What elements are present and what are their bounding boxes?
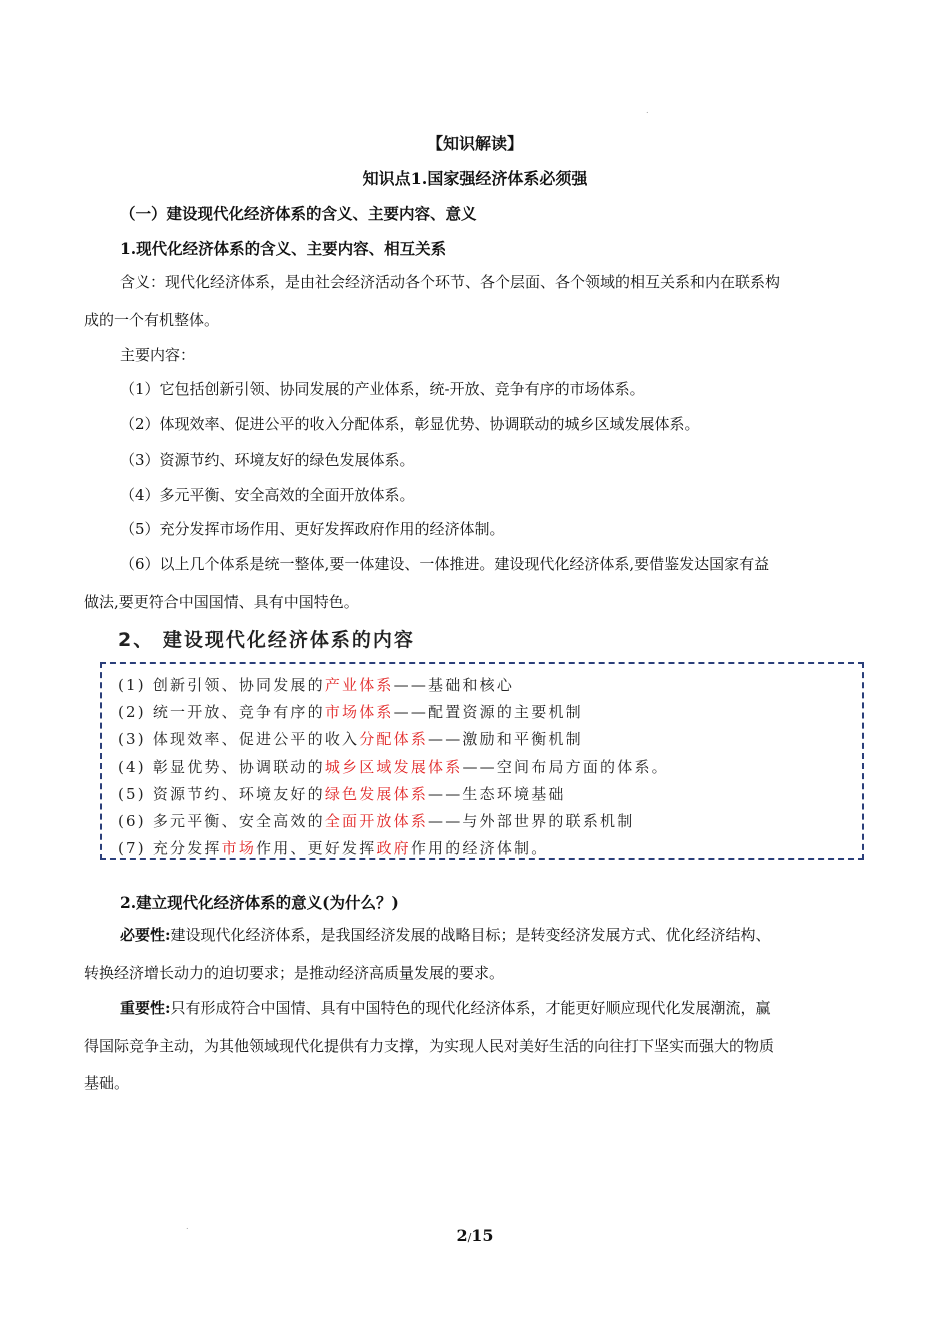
summary-line: (5) 资源节约、环境友好的绿色发展体系——生态环境基础: [118, 785, 566, 803]
importance-paragraph-line-1: 重要性:只有形成符合中国情、具有中国特色的现代化经济体系，才能更好顺应现代化发展潮流，赢: [120, 999, 771, 1017]
sub1-heading: 1.现代化经济体系的含义、主要内容、相互关系: [120, 239, 447, 258]
importance-label: 重要性:: [120, 999, 171, 1017]
list-item: （5）充分发挥市场作用、更好发挥政府作用的经济体制。: [120, 520, 505, 538]
page-current: 2: [456, 1226, 468, 1245]
header-mark: .: [646, 106, 649, 115]
summary-line: (2) 统一开放、竞争有序的市场体系——配置资源的主要机制: [118, 703, 583, 721]
necessity-paragraph-line-2: 转换经济增长动力的迫切要求；是推动经济高质量发展的要求。: [84, 964, 505, 982]
part1-heading: （一）建设现代化经济体系的含义、主要内容、意义: [120, 204, 477, 223]
list-item: （6）以上几个体系是统一整体,要一体建设、一体推进。建设现代化经济体系,要借鉴发达国家有益: [120, 555, 770, 573]
importance-paragraph-line-2: 得国际竞争主动，为其他领域现代化提供有力支撑，为实现人民对美好生活的向往打下坚实而强大的物质: [84, 1037, 775, 1055]
meaning-line-2: 成的一个有机整体。: [84, 311, 220, 329]
footer-mark: .: [186, 1222, 189, 1231]
page-number: [0, 1226, 950, 1245]
list-item: （1）它包括创新引领、协同发展的产业体系，统-开放、竞争有序的市场体系。: [120, 380, 645, 398]
sub2-heading: 2.建立现代化经济体系的意义(为什么？): [120, 893, 399, 912]
list-item: （2）体现效率、促进公平的收入分配体系，彰显优势、协调联动的城乡区域发展体系。: [120, 415, 700, 433]
list-item-continuation: 做法,要更符合中国国情、具有中国特色。: [84, 593, 359, 611]
list-item: （4）多元平衡、安全高效的全面开放体系。: [120, 486, 415, 504]
page-separator: /: [467, 1231, 472, 1244]
section-title: 【知识解读】: [426, 134, 523, 153]
necessity-paragraph-line-1: 必要性:建设现代化经济体系，是我国经济发展的战略目标；是转变经济发展方式、优化经济结构、: [120, 926, 771, 944]
main-content-label: 主要内容：: [120, 346, 196, 364]
summary-line: (1) 创新引领、协同发展的产业体系——基础和核心: [118, 676, 515, 694]
content-summary-box: [100, 662, 864, 860]
summary-line: (3) 体现效率、促进公平的收入分配体系——激励和平衡机制: [118, 730, 583, 748]
summary-line: (4) 彰显优势、协调联动的城乡区域发展体系——空间布局方面的体系。: [118, 758, 669, 776]
summary-line: (7) 充分发挥市场作用、更好发挥政府作用的经济体制。: [118, 839, 549, 857]
necessity-label: 必要性:: [120, 926, 171, 944]
page-total: 15: [471, 1226, 494, 1245]
summary-line: (6) 多元平衡、安全高效的全面开放体系——与外部世界的联系机制: [118, 812, 635, 830]
list-item: （3）资源节约、环境友好的绿色发展体系。: [120, 451, 415, 469]
meaning-line-1: 含义：现代化经济体系，是由社会经济活动各个环节、各个层面、各个领域的相互关系和内在联系构: [120, 273, 781, 291]
point-title: 知识点1.国家强经济体系必须强: [362, 169, 588, 188]
image-heading: 2、 建设现代化经济体系的内容: [118, 629, 415, 651]
importance-paragraph-line-3: 基础。: [84, 1074, 130, 1092]
